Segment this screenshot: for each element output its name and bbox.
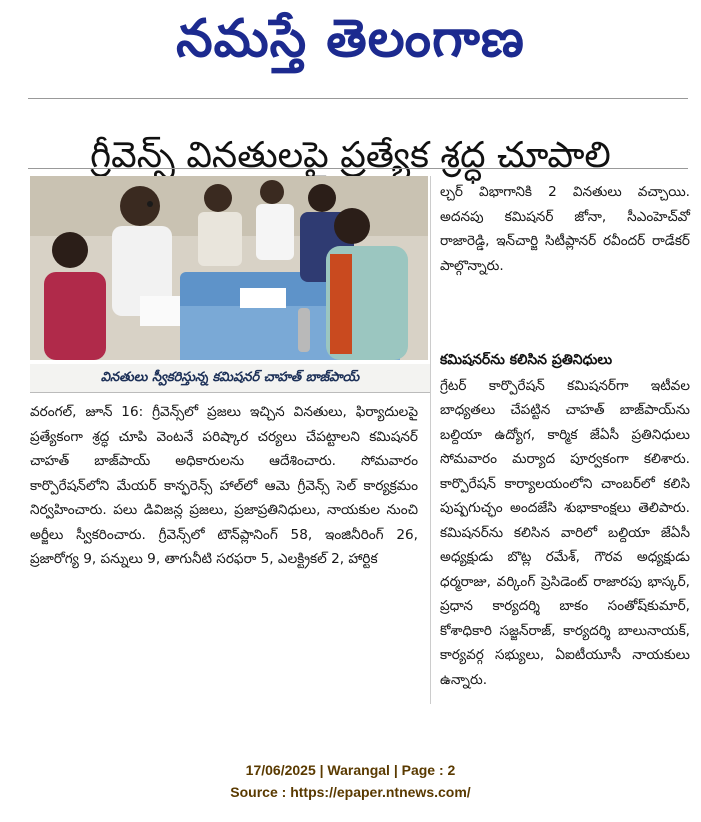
article-column-left bbox=[30, 400, 418, 572]
photo-caption: వినతులు స్వీకరిస్తున్న కమిషనర్ చాహత్ బాజ్‌పాయ్ bbox=[30, 364, 430, 393]
column-divider bbox=[430, 176, 431, 704]
article-paragraph: ల్చర్ విభాగానికి 2 వినతులు వచ్చాయి. అదనపు కమిషనర్ జోనా, సీఎంహెచ్‌వో రాజారెడ్డి, ఇన్‌చార్జి సిటీప్లానర్ రవీందర్ రాడేకర్ పాల్గొన్నారు. bbox=[440, 184, 690, 274]
article-column-right-bottom bbox=[440, 348, 690, 692]
headline-divider bbox=[28, 168, 688, 169]
article-photo bbox=[30, 176, 428, 360]
article-subheading: కమిషనర్‌ను కలిసిన ప్రతినిధులు bbox=[440, 352, 613, 368]
masthead-divider bbox=[28, 98, 688, 99]
article-headline: గ్రీవెన్స్ వినతులపై ప్రత్యేక శ్రద్ధ చూపాలి bbox=[90, 135, 611, 177]
newspaper-logo: నమస్తే తెలంగాణ bbox=[176, 9, 525, 69]
article-paragraph: వరంగల్, జూన్ 16: గ్రీవెన్స్‌లో ప్రజలు ఇచ్చిన వినతులు, ఫిర్యాదులపై ప్రత్యేకంగా శ్రద్ధ చూపి వెంటనే పరిష్కార చర్యలు చేపట్టాలని కమిషనర్ చాహత్ బాజ్‌పాయ్ అధికారులను ఆదేశించారు. సోమవారం కార్పొరేషన్‌లోని మేయర్ కాన్ఫరెన్స్ హాల్‌లో ఆమె గ్రీవెన్స్ సెల్ కార్యక్రమం నిర్వహించారు. పలు డివిజన్ల ప్రజలు, ప్రజాప్రతినిధులు, నాయకుల నుంచి అర్జీలు స్వీకరించారు. గ్రీవెన్స్‌లో టౌన్‌ప్లానింగ్ 58, ఇంజినీరింగ్ 26, ప్రజారోగ్య 9, పన్నులు 9, తాగునీటి సరఫరా 5, ఎలక్ట్రికల్ 2, హార్టిక bbox=[30, 404, 418, 567]
footer-dateline: 17/06/2025 | Warangal | Page : 2 bbox=[245, 762, 456, 778]
masthead bbox=[0, 0, 701, 86]
article-paragraph: గ్రేటర్ కార్పొరేషన్ కమిషనర్‌గా ఇటీవల బాధ్యతలు చేపట్టిన చాహత్ బాజ్‌పాయ్‌ను బల్దియా ఉద్యోగ, కార్మిక జేఏసీ ప్రతినిధులు సోమవారం మర్యాద పూర్వకంగా కలిశారు. కార్పొరేషన్ కార్యాలయంలోని చాంబర్‌లో కలిసి పుష్పగుచ్ఛం అందజేసి శుభాకాంక్షలు తెలిపారు. కమిషనర్‌ను కలిసిన వారిలో బల్దియా జేఏసీ అధ్యక్షుడు బొట్ల రమేశ్, గౌరవ అధ్యక్షుడు ధర్మరాజు, వర్కింగ్ ప్రెసిడెంట్ రాజారపు భాస్కర్, ప్రధాన కార్యదర్శి బాకం సంతోష్‌కుమార్, కోశాధికారి సజ్జన్‌రాజ్, కార్యదర్శి బాలునాయక్, కార్యవర్గ సభ్యులు, ఏఐటీయూసీ నాయకులు ఉన్నారు. bbox=[440, 377, 690, 688]
footer-source: Source : https://epaper.ntnews.com/ bbox=[230, 784, 471, 800]
article-column-right-top bbox=[440, 180, 690, 278]
